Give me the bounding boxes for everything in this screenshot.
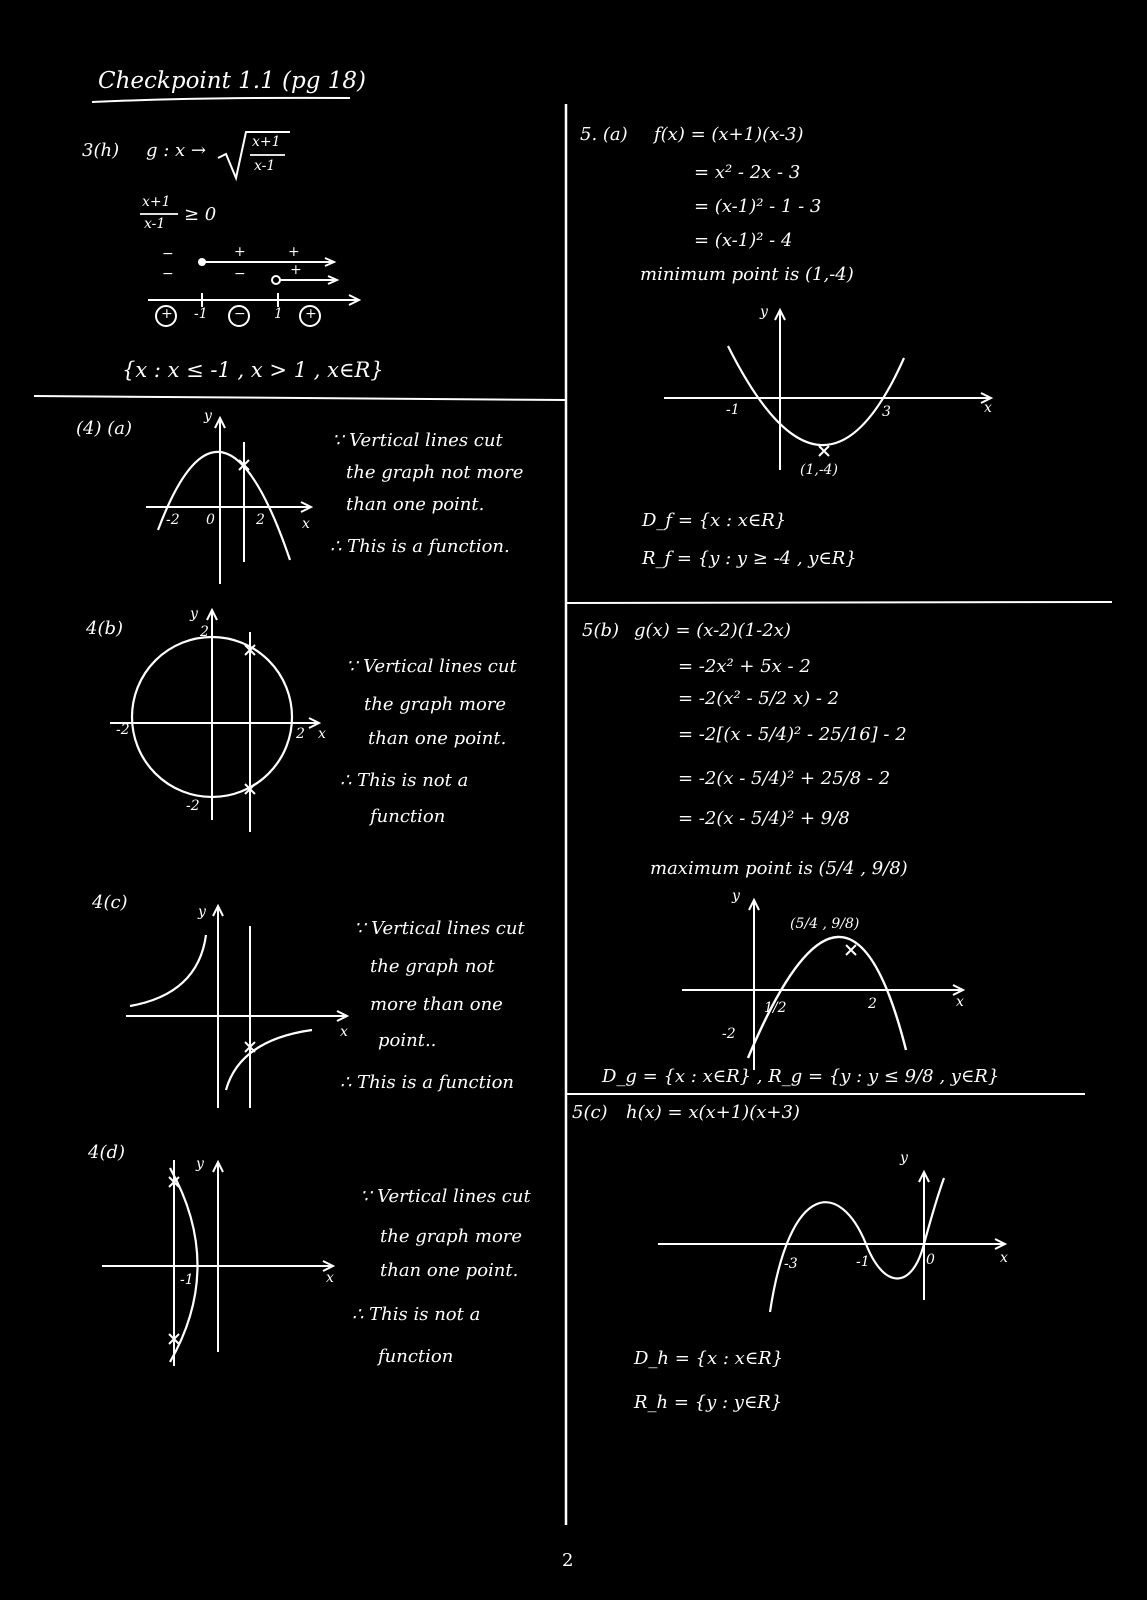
q5a-step: = (x-1)² - 1 - 3 bbox=[694, 196, 822, 217]
q4a-reason-line: the graph not more bbox=[346, 462, 524, 483]
divider-q3-q4 bbox=[34, 396, 566, 400]
q3h-row2-sign: + bbox=[290, 262, 302, 278]
q4a-parabola bbox=[158, 452, 290, 560]
q4c-reason-line: more than one bbox=[370, 994, 503, 1015]
q5a-domain: D_f = {x : x∈R} bbox=[642, 510, 787, 531]
q5b-step: = -2(x - 5/4)² + 25/8 - 2 bbox=[678, 768, 891, 789]
q4c-y-label: y bbox=[198, 904, 206, 920]
q5a-tick: -1 bbox=[726, 402, 740, 418]
q4c-reason-line: the graph not bbox=[370, 956, 495, 977]
q4d-conclusion: ∴ This is not a bbox=[352, 1304, 481, 1325]
q3h-label: 3(h) bbox=[82, 140, 120, 161]
q4d-reason-line: than one point. bbox=[380, 1260, 519, 1281]
page-number: 2 bbox=[562, 1550, 574, 1571]
q5c-label: 5(c) bbox=[572, 1102, 608, 1123]
q3h-answer: {x : x ≤ -1 , x > 1 , x∈R} bbox=[122, 358, 384, 382]
q5b-tick: 1/2 bbox=[764, 1000, 787, 1016]
q5a-vertex-mark bbox=[819, 446, 829, 456]
q3h-ineq-numerator: x+1 bbox=[142, 194, 171, 210]
q4c-curve-right bbox=[226, 1030, 312, 1090]
q4c-conclusion: ∴ This is a function bbox=[340, 1072, 515, 1093]
q4b-tick: 2 bbox=[296, 726, 305, 742]
open-dot bbox=[272, 276, 280, 284]
q3h-axis-sign: − bbox=[234, 306, 246, 322]
q5b-vertex-mark bbox=[846, 945, 856, 955]
q4c-reason-line: point.. bbox=[378, 1030, 437, 1051]
q3h-axis-sign: + bbox=[161, 306, 173, 322]
q4a-conclusion: ∴ This is a function. bbox=[330, 536, 510, 557]
q3h-row1-sign: + bbox=[288, 244, 300, 260]
q3h-sqrt-numerator: x+1 bbox=[252, 134, 281, 150]
q5a-step: = (x-1)² - 4 bbox=[694, 230, 793, 251]
q5a-x-label: x bbox=[984, 400, 992, 416]
q3h-row1-sign: − bbox=[162, 246, 174, 262]
q4c-curve-left bbox=[130, 935, 206, 1006]
q4b-reason-line: the graph more bbox=[364, 694, 507, 715]
title-underline bbox=[92, 98, 350, 102]
q4d-reason-line: ∵ Vertical lines cut bbox=[360, 1186, 531, 1207]
q4b-y-label: y bbox=[190, 606, 198, 622]
q4c-label: 4(c) bbox=[92, 892, 128, 913]
q4a-y-label: y bbox=[204, 408, 212, 424]
q4d-conclusion-cont: function bbox=[378, 1346, 454, 1367]
q5c-range: R_h = {y : y∈R} bbox=[634, 1392, 783, 1413]
q4b-tick: 2 bbox=[200, 624, 209, 640]
q5c-tick: -1 bbox=[856, 1254, 870, 1270]
q4a-tick: 0 bbox=[206, 512, 215, 528]
q5b-tick: 2 bbox=[868, 996, 877, 1012]
q4b-reason-line: than one point. bbox=[368, 728, 507, 749]
q4c-reason-line: ∵ Vertical lines cut bbox=[354, 918, 525, 939]
q5a-step: = x² - 2x - 3 bbox=[694, 162, 801, 183]
q4d-reason-line: the graph more bbox=[380, 1226, 523, 1247]
q5a-vertex-label: (1,-4) bbox=[800, 462, 838, 478]
q4b-tick: -2 bbox=[186, 798, 200, 814]
q3h-row2-sign: − bbox=[234, 266, 246, 282]
q4b-tick: -2 bbox=[116, 722, 130, 738]
q5c-y-label: y bbox=[900, 1150, 908, 1166]
q5b-step: = -2(x² - 5/2 x) - 2 bbox=[678, 688, 840, 709]
q5b-x-label: x bbox=[956, 994, 964, 1010]
q5a-parabola bbox=[728, 346, 904, 445]
q4b-reason-line: ∵ Vertical lines cut bbox=[346, 656, 517, 677]
q5a-y-label: y bbox=[760, 304, 768, 320]
divider-q5a-q5b bbox=[566, 602, 1112, 603]
q5a-tick: 3 bbox=[882, 404, 891, 420]
q5b-label: 5(b) bbox=[582, 620, 620, 641]
page-title: Checkpoint 1.1 (pg 18) bbox=[98, 68, 366, 94]
q4d-tick: -1 bbox=[180, 1272, 194, 1288]
q5b-y-label: y bbox=[732, 888, 740, 904]
q3h-axis-tick: 1 bbox=[274, 306, 283, 322]
q5b-step: = -2x² + 5x - 2 bbox=[678, 656, 811, 677]
q5c-x-label: x bbox=[1000, 1250, 1008, 1266]
q5c-function: h(x) = x(x+1)(x+3) bbox=[626, 1102, 800, 1123]
q3h-axis-tick: -1 bbox=[194, 306, 208, 322]
q5a-label: 5. (a) bbox=[580, 124, 628, 145]
q5b-vertex-label: (5/4 , 9/8) bbox=[790, 916, 860, 932]
q3h-row1-sign: + bbox=[234, 244, 246, 260]
q5b-step: = -2[(x - 5/4)² - 25/16] - 2 bbox=[678, 724, 907, 745]
q5b-max-point: maximum point is (5/4 , 9/8) bbox=[650, 858, 908, 879]
q3h-sqrt-denominator: x-1 bbox=[254, 158, 276, 174]
q4b-label: 4(b) bbox=[86, 618, 124, 639]
q3h-function: g : x → bbox=[146, 140, 206, 161]
q4a-x-label: x bbox=[302, 516, 310, 532]
q4d-x-label: x bbox=[326, 1270, 334, 1286]
q5b-step: = -2(x - 5/4)² + 9/8 bbox=[678, 808, 850, 829]
q5c-tick: -3 bbox=[784, 1256, 798, 1272]
q3h-ineq-denominator: x-1 bbox=[144, 216, 166, 232]
q4b-conclusion: ∴ This is not a bbox=[340, 770, 469, 791]
q5c-tick: 0 bbox=[926, 1252, 935, 1268]
q5b-domain-range: D_g = {x : x∈R} , R_g = {y : y ≤ 9/8 , y∈R} bbox=[602, 1066, 1000, 1087]
q4a-reason-line: than one point. bbox=[346, 494, 485, 515]
q4d-y-label: y bbox=[196, 1156, 204, 1172]
q5a-range: R_f = {y : y ≥ -4 , y∈R} bbox=[642, 548, 857, 569]
q4b-conclusion-cont: function bbox=[370, 806, 446, 827]
q3h-axis-sign: + bbox=[305, 306, 317, 322]
q5b-parabola bbox=[748, 937, 906, 1058]
q4b-x-label: x bbox=[318, 726, 326, 742]
q4a-label: (4) (a) bbox=[76, 418, 132, 439]
q4a-tick: -2 bbox=[166, 512, 180, 528]
q4d-label: 4(d) bbox=[88, 1142, 126, 1163]
q4a-reason-line: ∵ Vertical lines cut bbox=[332, 430, 503, 451]
q5b-step: g(x) = (x-2)(1-2x) bbox=[634, 620, 791, 641]
q5a-step: f(x) = (x+1)(x-3) bbox=[654, 124, 804, 145]
q5c-domain: D_h = {x : x∈R} bbox=[634, 1348, 784, 1369]
q5b-tick: -2 bbox=[722, 1026, 736, 1042]
q4a-tick: 2 bbox=[256, 512, 265, 528]
q3h-row2-sign: − bbox=[162, 266, 174, 282]
q4c-x-label: x bbox=[340, 1024, 348, 1040]
q5a-min-point: minimum point is (1,-4) bbox=[640, 264, 854, 285]
closed-dot bbox=[198, 258, 206, 266]
q3h-ineq-relation: ≥ 0 bbox=[184, 204, 217, 225]
